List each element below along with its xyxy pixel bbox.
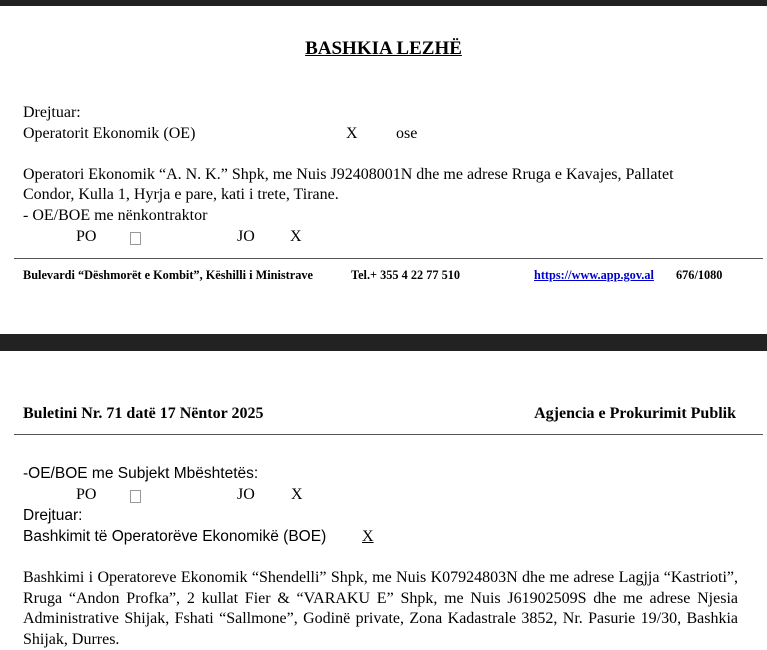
- page-top-border: [0, 0, 767, 6]
- operator-line-1: Operatori Ekonomik “A. N. K.” Shpk, me Nuis J92408001N dhe me adrese Rruga e Kavajes, Pallatet: [23, 166, 674, 183]
- footer-page-number: 676/1080: [676, 268, 723, 282]
- jo-label-2: JO: [237, 486, 255, 503]
- boe-label: Bashkimit të Operatorëve Ekonomikë (BOE): [23, 528, 327, 545]
- consortium-paragraph: Bashkimi i Operatoreve Ekonomik “Shendelli” Shpk, me Nuis K07924803N dhe me adrese Lagjja “Kastrioti”, Rruga “Andon Profka”, 2 kullat Fier & “VARAKU E” Shpk, me Nuis J61902509S dhe me adrese Njesia Administrative Shijak, Fshati “Sallmone”, Godinë private, Zona Kadastrale 3852, Nr. Pasurie 19/30, Bashkia Shijak, Durres.: [23, 569, 738, 648]
- footer-address: Bulevardi “Dëshmorët e Kombit”, Këshilli i Ministrave: [23, 268, 313, 282]
- footer-phone: Tel.+ 355 4 22 77 510: [351, 268, 461, 282]
- footer-rule: [14, 258, 763, 259]
- subcontractor-label: - OE/BOE me nënkontraktor: [23, 207, 208, 224]
- oe-or-text: ose: [396, 125, 418, 142]
- po-label-2: PO: [76, 486, 97, 503]
- jo-mark-2: X: [291, 486, 303, 503]
- oe-label: Operatorit Ekonomik (OE): [23, 125, 196, 142]
- header-rule: [14, 434, 763, 435]
- page-separator: [0, 334, 767, 351]
- po-label: PO: [76, 228, 97, 245]
- footer-website-link[interactable]: https://www.app.gov.al: [534, 268, 654, 282]
- operator-line-2: Condor, Kulla 1, Hyrja e pare, kati i trete, Tirane.: [23, 186, 339, 203]
- bulletin-header: Buletini Nr. 71 datë 17 Nëntor 2025: [23, 405, 264, 422]
- po-checkbox-2: [130, 490, 141, 503]
- support-subject-label: -OE/BOE me Subjekt Mbështetës:: [23, 465, 259, 482]
- agency-header: Agjencia e Prokurimit Publik: [534, 405, 736, 422]
- boe-mark: X: [362, 528, 374, 545]
- jo-label: JO: [237, 228, 255, 245]
- oe-mark: X: [346, 125, 358, 142]
- po-checkbox: [130, 232, 141, 245]
- addressed-label-2: Drejtuar:: [23, 507, 83, 524]
- addressed-label: Drejtuar:: [23, 104, 81, 121]
- jo-mark: X: [290, 228, 302, 245]
- page-title: BASHKIA LEZHË: [305, 38, 462, 59]
